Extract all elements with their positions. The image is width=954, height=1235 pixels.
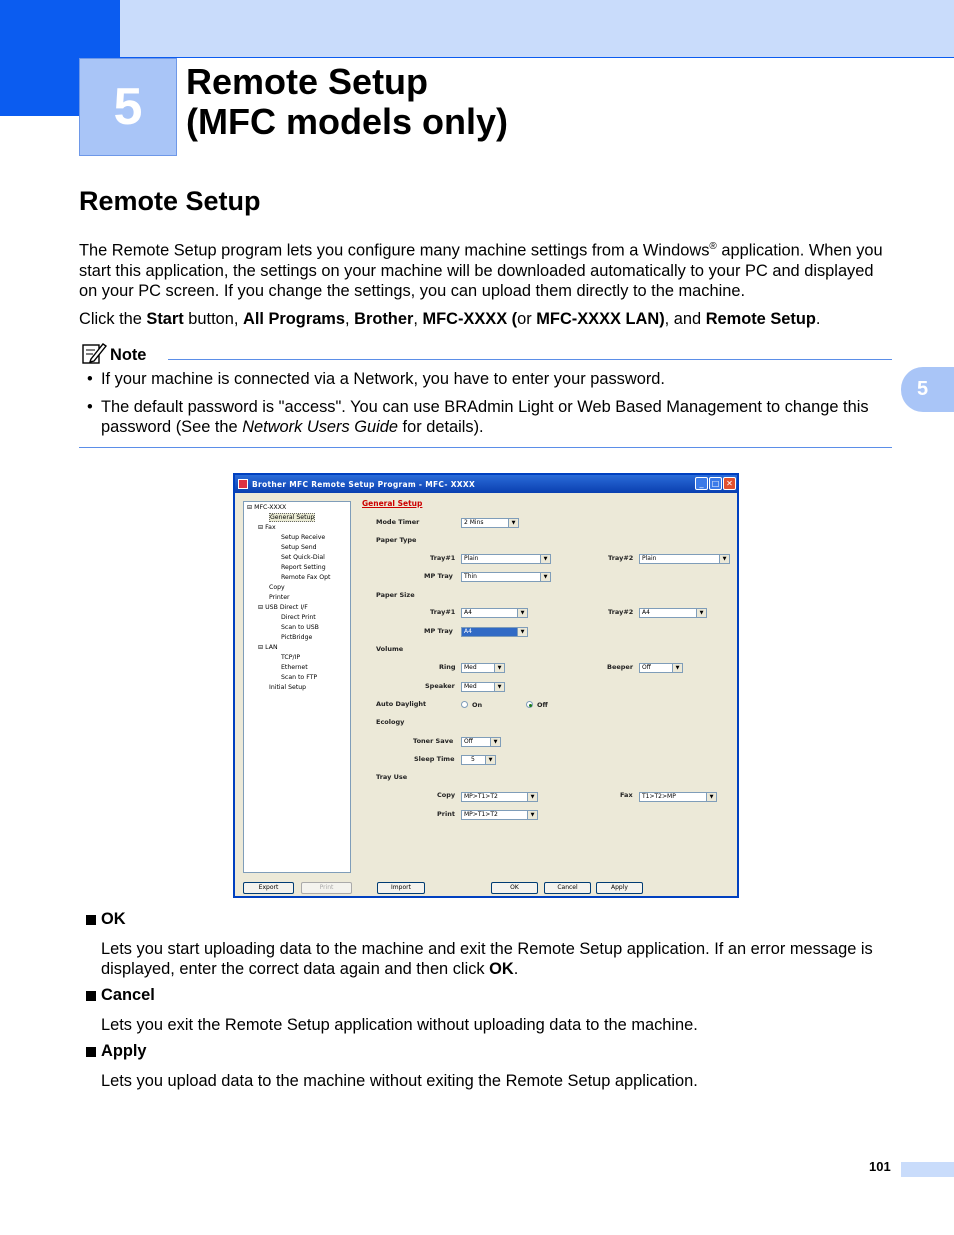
size-tray2-label: Tray#2 xyxy=(608,608,634,616)
apply-heading-text: Apply xyxy=(101,1042,147,1060)
instr-model: MFC-XXXX ( xyxy=(422,310,518,328)
tree-label: Set Quick-Dial xyxy=(281,554,325,561)
type-mp-tray-label: MP Tray xyxy=(424,572,453,580)
tree-label: Ethernet xyxy=(281,664,308,671)
mode-timer-select[interactable]: 2 Mins ▼ xyxy=(461,518,519,528)
section-title: Remote Setup xyxy=(79,186,261,216)
tray-print-label: Print xyxy=(437,810,455,818)
type-tray1-label: Tray#1 xyxy=(430,554,456,562)
cancel-heading-text: Cancel xyxy=(101,986,155,1004)
side-tab-number: 5 xyxy=(917,378,929,400)
tree-item[interactable]: ⊟ Fax xyxy=(258,524,276,531)
size-mp-tray-select[interactable]: A4 ▼ xyxy=(461,627,528,637)
note-label: Note xyxy=(110,346,147,364)
type-tray2-label: Tray#2 xyxy=(608,554,634,562)
size-tray1-select[interactable]: A4 ▼ xyxy=(461,608,528,618)
tree-label: TCP/IP xyxy=(281,654,301,661)
chapter-side-tab xyxy=(901,367,954,412)
bullet-square-icon xyxy=(86,1047,96,1057)
tree-item[interactable] xyxy=(244,613,350,623)
ok-description xyxy=(101,939,894,979)
note-divider-bottom xyxy=(79,447,892,448)
note-item xyxy=(101,398,894,437)
type-tray2-select[interactable]: Plain ▼ xyxy=(639,554,730,564)
app-icon xyxy=(238,479,248,489)
instr-brother: Brother xyxy=(354,310,414,328)
registered-mark: ® xyxy=(709,241,717,252)
toner-save-label: Toner Save xyxy=(413,737,454,745)
tree-label: Scan to USB xyxy=(281,624,319,631)
tree-item[interactable] xyxy=(244,583,350,593)
tree-item[interactable] xyxy=(244,663,350,673)
mode-timer-label: Mode Timer xyxy=(376,518,420,526)
tray-print-select[interactable]: MP>T1>T2 ▼ xyxy=(461,810,538,820)
speaker-select[interactable]: Med ▼ xyxy=(461,682,505,692)
instr-text: , and xyxy=(664,310,706,328)
note-item: • If your machine is connected via a Network, you have to enter your password. xyxy=(101,370,894,390)
volume-label: Volume xyxy=(376,645,404,653)
tree-label: LAN xyxy=(265,644,278,651)
daylight-off-label: Off xyxy=(537,701,548,709)
note-header xyxy=(81,341,146,365)
print-button[interactable]: Print xyxy=(301,882,352,894)
tree-item[interactable] xyxy=(244,633,350,643)
bullet-square-icon xyxy=(86,991,96,1001)
tree-label: Printer xyxy=(269,594,290,601)
tree-label: Fax xyxy=(265,524,276,531)
size-tray2-select[interactable]: A4 ▼ xyxy=(639,608,707,618)
ok-desc-text: . xyxy=(513,960,519,978)
tree-label: Remote Fax Opt xyxy=(281,574,331,581)
tree-item[interactable] xyxy=(244,533,350,543)
tree-label: Initial Setup xyxy=(269,684,307,691)
size-mp-tray-label: MP Tray xyxy=(424,627,453,635)
ok-heading-text: OK xyxy=(101,910,126,928)
instr-remote-setup: Remote Setup xyxy=(705,310,816,328)
ok-button[interactable]: OK xyxy=(491,882,538,894)
ok-heading xyxy=(86,910,126,929)
tree-item-selected[interactable] xyxy=(244,513,350,523)
tree-item[interactable] xyxy=(244,623,350,633)
tray-fax-select[interactable]: T1>T2>MP ▼ xyxy=(639,792,717,802)
type-mp-tray-select[interactable]: Thin ▼ xyxy=(461,572,551,582)
instr-model-lan: MFC-XXXX LAN) xyxy=(536,310,665,328)
tray-copy-select[interactable]: MP>T1>T2 ▼ xyxy=(461,792,538,802)
tree-label: MFC-XXXX xyxy=(254,504,287,511)
maximize-icon[interactable]: □ xyxy=(709,477,722,490)
page-number-bar xyxy=(901,1162,954,1177)
size-tray1-label: Tray#1 xyxy=(430,608,456,616)
page-number: 101 xyxy=(869,1159,891,1174)
intro-text-b: application. When you start this application, the settings on your machine will be downloaded automatically to your PC and displayed on your PC screen. If you change the settings, you can upload them directly to the machine. xyxy=(79,241,883,301)
daylight-on-label: On xyxy=(472,701,483,709)
note-pencil-icon xyxy=(81,341,107,365)
window-title: Brother MFC Remote Setup Program - MFC- XXXX xyxy=(252,479,476,489)
ring-select[interactable]: Med ▼ xyxy=(461,663,505,673)
instructions-paragraph xyxy=(79,309,894,330)
chapter-title xyxy=(186,62,508,142)
tray-fax-label: Fax xyxy=(620,791,633,799)
tree-item[interactable]: ⊟ USB Direct I/F xyxy=(258,604,308,611)
tree-label: Direct Print xyxy=(281,614,316,621)
note-divider-top xyxy=(168,359,892,360)
remote-setup-window xyxy=(233,473,739,898)
instr-all-programs: All Programs xyxy=(242,310,346,328)
tree-item[interactable] xyxy=(244,593,350,603)
tree-label: Scan to FTP xyxy=(281,674,318,681)
tree-label: USB Direct I/F xyxy=(265,604,308,611)
tree-label: Copy xyxy=(269,584,285,591)
bullet-square-icon xyxy=(86,915,96,925)
header-band-light xyxy=(120,0,954,58)
ring-label: Ring xyxy=(439,663,456,671)
beeper-select[interactable]: Off ▼ xyxy=(639,663,683,673)
instr-text: . xyxy=(815,310,821,328)
speaker-label: Speaker xyxy=(425,682,455,690)
tree-label: Setup Receive xyxy=(281,534,326,541)
sleep-time-label: Sleep Time xyxy=(414,755,455,763)
instr-text: Click the xyxy=(79,310,147,328)
tree-item[interactable]: ⊟ LAN xyxy=(258,644,278,651)
tree-label: PictBridge xyxy=(281,634,313,641)
chapter-title-line2: (MFC models only) xyxy=(186,101,508,142)
tree-item[interactable] xyxy=(244,553,350,563)
tree-item[interactable] xyxy=(244,573,350,583)
apply-description: Lets you upload data to the machine without exiting the Remote Setup application. xyxy=(101,1072,698,1090)
note-text: for details). xyxy=(397,417,484,436)
close-icon[interactable]: ✕ xyxy=(723,477,736,490)
cancel-heading xyxy=(86,986,155,1005)
cancel-button[interactable]: Cancel xyxy=(544,882,591,894)
general-setup-heading: General Setup xyxy=(362,499,423,508)
beeper-label: Beeper xyxy=(607,663,634,671)
note-text: The default password is "access". You can use BRAdmin Light or Web Based Management to change this password (See the xyxy=(101,398,869,436)
settings-tree[interactable] xyxy=(243,501,351,873)
paper-size-label: Paper Size xyxy=(376,591,415,599)
import-button[interactable]: Import xyxy=(377,882,425,894)
ok-desc-bold: OK xyxy=(489,960,514,978)
tree-item[interactable]: ⊟ MFC-XXXX xyxy=(247,504,287,511)
instr-text: button, xyxy=(183,310,243,328)
window-titlebar xyxy=(235,475,737,493)
tray-copy-label: Copy xyxy=(437,791,456,799)
tray-use-label: Tray Use xyxy=(376,773,408,781)
intro-paragraph xyxy=(79,237,894,302)
type-tray1-select[interactable]: Plain ▼ xyxy=(461,554,551,564)
chapter-title-line1: Remote Setup xyxy=(186,61,429,102)
daylight-on-radio[interactable] xyxy=(461,701,468,708)
ecology-label: Ecology xyxy=(376,718,405,726)
tree-item[interactable] xyxy=(244,683,350,693)
chapter-number-box xyxy=(79,58,177,156)
instr-text: , xyxy=(345,310,355,328)
tree-item[interactable] xyxy=(244,563,350,573)
export-button[interactable]: Export xyxy=(243,882,294,894)
paper-type-label: Paper Type xyxy=(376,536,417,544)
apply-button[interactable]: Apply xyxy=(596,882,643,894)
tree-label: Setup Send xyxy=(281,544,317,551)
ok-desc-text: Lets you start uploading data to the machine and exit the Remote Setup application. If an error message is displayed, enter the correct data again and then click xyxy=(101,940,873,978)
intro-text-a: The Remote Setup program lets you configure many machine settings from a Windows xyxy=(79,241,710,260)
note-guide-title: Network Users Guide xyxy=(242,417,398,436)
auto-daylight-label: Auto Daylight xyxy=(376,700,427,708)
chapter-number: 5 xyxy=(113,78,143,136)
apply-heading xyxy=(86,1042,147,1061)
instr-start: Start xyxy=(146,310,184,328)
daylight-off-radio[interactable] xyxy=(526,701,533,708)
tree-item[interactable] xyxy=(244,653,350,663)
sleep-time-stepper[interactable]: 5 ▼ xyxy=(461,755,496,765)
instr-text: or xyxy=(517,310,537,328)
tree-item[interactable] xyxy=(244,543,350,553)
minimize-icon[interactable]: _ xyxy=(695,477,708,490)
tree-label: General Setup xyxy=(270,514,315,521)
tree-label: Report Setting xyxy=(281,564,326,571)
tree-item[interactable] xyxy=(244,673,350,683)
toner-save-select[interactable]: Off ▼ xyxy=(461,737,501,747)
instr-text: , xyxy=(413,310,423,328)
cancel-description: Lets you exit the Remote Setup application without uploading data to the machine. xyxy=(101,1016,698,1034)
